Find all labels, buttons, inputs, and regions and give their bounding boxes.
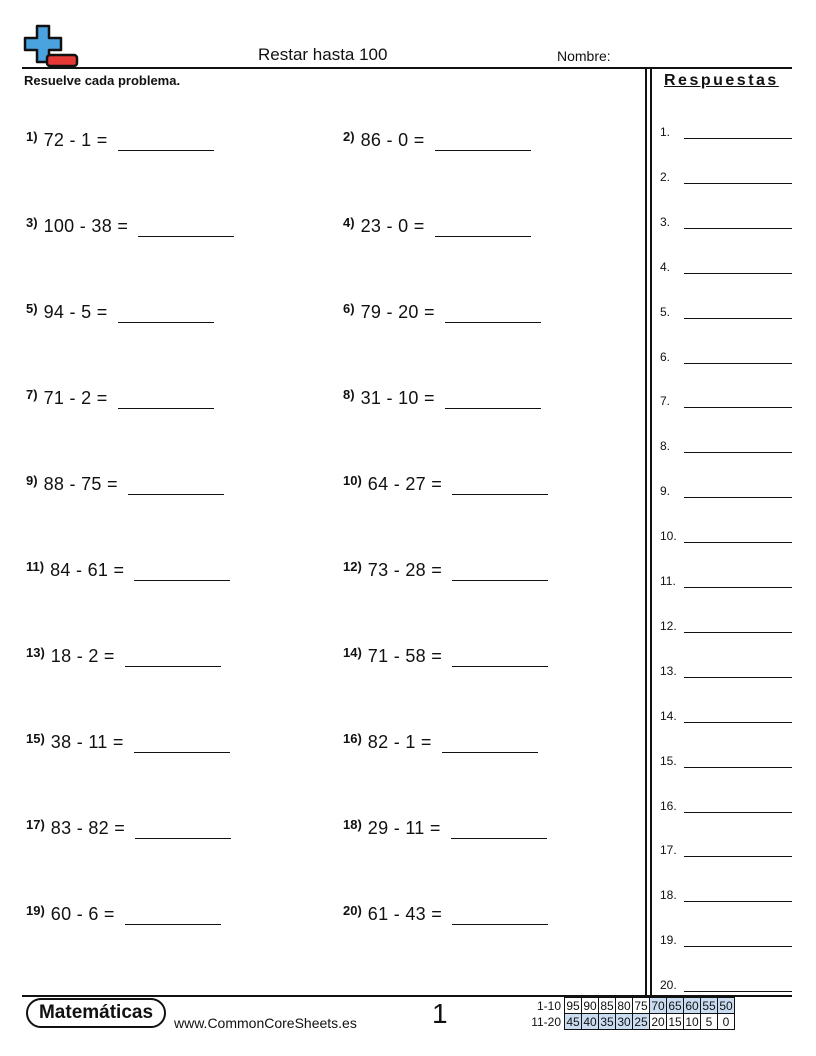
problem-expression: 73 - 28 = — [367, 560, 443, 580]
answer-line-blank[interactable] — [684, 842, 792, 857]
answer-divider-left — [645, 68, 647, 995]
answer-label: 18. — [660, 888, 677, 903]
answer-line-blank[interactable] — [684, 124, 792, 139]
answer-line-18 — [660, 887, 792, 902]
answer-blank[interactable] — [118, 130, 214, 151]
answer-label: 12. — [660, 618, 677, 633]
answer-line-17 — [660, 842, 792, 857]
problem-14 — [343, 646, 548, 667]
answer-blank[interactable] — [118, 388, 214, 409]
answer-line-6 — [660, 349, 792, 364]
problem-number: 3) — [26, 215, 38, 230]
problem-expression: 100 - 38 = — [43, 216, 129, 236]
answer-line-blank[interactable] — [684, 393, 792, 408]
answer-line-blank[interactable] — [684, 438, 792, 453]
answer-label: 20. — [660, 978, 677, 993]
answer-label: 17. — [660, 843, 677, 858]
problem-number: 18) — [343, 817, 362, 832]
problem-6 — [343, 302, 541, 323]
answer-label: 1. — [660, 125, 671, 139]
problem-expression: 94 - 5 = — [43, 302, 108, 322]
answer-line-8 — [660, 438, 792, 453]
score-cell: 40 — [583, 1014, 597, 1029]
score-cell: 80 — [617, 998, 631, 1013]
score-row-label: 1-10 — [536, 998, 561, 1013]
brand-badge — [26, 998, 166, 1028]
answer-line-blank[interactable] — [684, 573, 792, 588]
answer-line-blank[interactable] — [684, 887, 792, 902]
problem-13 — [26, 646, 221, 667]
score-cell: 20 — [651, 1014, 665, 1029]
problem-expression: 31 - 10 = — [360, 388, 435, 408]
score-cell: 95 — [566, 998, 580, 1013]
problem-expression: 82 - 1 = — [367, 732, 432, 752]
score-cell: 15 — [668, 1014, 682, 1029]
answer-line-blank[interactable] — [684, 663, 792, 678]
problem-11 — [26, 560, 230, 581]
website-url: www.CommonCoreSheets.es — [174, 1015, 357, 1031]
answer-line-5 — [660, 304, 792, 319]
answer-label: 4. — [660, 259, 671, 274]
problem-expression: 61 - 43 = — [367, 904, 443, 924]
answer-line-13 — [660, 663, 792, 678]
problem-number: 5) — [26, 301, 38, 316]
problem-3 — [26, 216, 234, 237]
problem-number: 11) — [26, 559, 45, 574]
answer-line-blank[interactable] — [684, 483, 792, 498]
answer-line-12 — [660, 618, 792, 633]
answer-line-14 — [660, 708, 792, 723]
answer-line-2 — [660, 169, 792, 184]
answer-line-10 — [660, 528, 792, 543]
answer-line-blank[interactable] — [684, 349, 792, 364]
answer-label: 15. — [660, 753, 677, 768]
problem-number: 1) — [26, 129, 38, 144]
problem-expression: 86 - 0 = — [360, 130, 425, 150]
problem-expression: 29 - 11 = — [367, 818, 441, 838]
problem-expression: 23 - 0 = — [360, 216, 425, 236]
score-cell: 65 — [668, 998, 682, 1013]
answer-blank[interactable] — [134, 732, 230, 753]
score-cell: 35 — [600, 1014, 614, 1029]
score-cell: 45 — [566, 1014, 580, 1029]
score-cell: 5 — [701, 1014, 718, 1030]
answer-line-blank[interactable] — [684, 169, 792, 184]
score-cell: 10 — [685, 1014, 699, 1029]
problem-2 — [343, 130, 531, 151]
problem-16 — [343, 732, 538, 753]
instructions: Resuelve cada problema. — [24, 73, 181, 88]
answer-line-blank[interactable] — [684, 977, 792, 992]
problem-number: 7) — [26, 387, 38, 402]
score-cell: 85 — [600, 998, 614, 1013]
answer-blank[interactable] — [451, 818, 547, 839]
plus-minus-logo-icon — [22, 24, 80, 68]
problem-number: 6) — [343, 301, 355, 316]
answer-label: 5. — [660, 304, 671, 319]
problem-number: 9) — [26, 473, 38, 488]
score-cell: 70 — [651, 998, 665, 1013]
problem-number: 2) — [343, 129, 355, 144]
answer-label: 11. — [660, 574, 676, 588]
score-cell: 60 — [685, 998, 699, 1013]
problem-number: 12) — [343, 559, 362, 574]
problem-number: 20) — [343, 903, 362, 918]
score-cell: 90 — [583, 998, 597, 1013]
answer-blank[interactable] — [118, 302, 214, 323]
answer-label: 13. — [660, 663, 677, 678]
score-table — [527, 997, 735, 1030]
answer-line-7 — [660, 393, 792, 408]
answer-line-blank[interactable] — [684, 932, 792, 947]
problem-number: 16) — [343, 731, 362, 746]
answer-label: 3. — [660, 214, 671, 229]
problem-12 — [343, 560, 548, 581]
score-cell: 30 — [617, 1014, 631, 1029]
answer-line-blank[interactable] — [684, 708, 792, 723]
score-row — [527, 1014, 735, 1030]
problem-19 — [26, 904, 221, 925]
score-cell: 50 — [719, 998, 733, 1013]
problem-number: 13) — [26, 645, 45, 660]
problem-number: 10) — [343, 473, 362, 488]
problem-expression: 83 - 82 = — [50, 818, 126, 838]
problem-4 — [343, 216, 531, 237]
answer-line-blank[interactable] — [684, 214, 792, 229]
answer-blank[interactable] — [125, 646, 221, 667]
problem-number: 4) — [343, 215, 355, 230]
problem-expression: 60 - 6 = — [50, 904, 115, 924]
name-label: Nombre: — [557, 48, 611, 64]
answer-line-blank[interactable] — [684, 618, 792, 633]
answer-label: 9. — [660, 484, 671, 499]
page-number: 1 — [432, 998, 448, 1029]
answer-label: 16. — [660, 798, 677, 813]
answer-label: 7. — [660, 394, 671, 409]
problem-expression: 88 - 75 = — [43, 474, 118, 494]
answer-line-19 — [660, 932, 792, 947]
answer-blank[interactable] — [435, 216, 531, 237]
answer-divider-right — [650, 68, 652, 995]
answer-line-4 — [660, 259, 792, 274]
answer-label: 2. — [660, 169, 671, 184]
answer-blank[interactable] — [135, 818, 231, 839]
answer-blank[interactable] — [138, 216, 234, 237]
answer-blank[interactable] — [134, 560, 230, 581]
problem-10 — [343, 474, 548, 495]
answer-line-blank[interactable] — [684, 753, 792, 768]
answer-label: 10. — [660, 529, 677, 544]
answer-blank[interactable] — [452, 904, 548, 925]
answer-blank[interactable] — [128, 474, 224, 495]
problem-9 — [26, 474, 224, 495]
problem-number: 17) — [26, 817, 45, 832]
answer-blank[interactable] — [442, 732, 538, 753]
answer-label: 19. — [660, 933, 677, 948]
answer-blank[interactable] — [445, 388, 541, 409]
answer-blank[interactable] — [125, 904, 221, 925]
problem-18 — [343, 818, 547, 839]
problem-number: 14) — [343, 645, 362, 660]
problem-8 — [343, 388, 541, 409]
problem-expression: 38 - 11 = — [50, 732, 124, 752]
score-row — [527, 998, 735, 1014]
answer-line-1 — [660, 124, 792, 139]
answer-label: 8. — [660, 439, 671, 454]
answer-line-blank[interactable] — [684, 528, 792, 543]
problem-expression: 71 - 58 = — [367, 646, 443, 666]
answer-blank[interactable] — [452, 474, 548, 495]
problem-7 — [26, 388, 214, 409]
brand-label: Matemáticas — [38, 1002, 154, 1023]
problem-15 — [26, 732, 230, 753]
problem-expression: 79 - 20 = — [360, 302, 435, 322]
problem-expression: 64 - 27 = — [367, 474, 443, 494]
score-cell: 25 — [634, 1014, 648, 1029]
score-cell: 0 — [718, 1014, 735, 1030]
score-cell: 55 — [702, 998, 716, 1013]
answer-line-11 — [660, 573, 792, 588]
answer-label: 6. — [660, 349, 671, 364]
problem-number: 15) — [26, 731, 45, 746]
problem-expression: 72 - 1 = — [43, 130, 108, 150]
worksheet-title: Restar hasta 100 — [258, 45, 388, 64]
answer-line-15 — [660, 753, 792, 768]
answer-blank[interactable] — [452, 560, 548, 581]
answer-line-9 — [660, 483, 792, 498]
problem-number: 19) — [26, 903, 45, 918]
answers-title: Respuestas — [664, 72, 779, 89]
problem-17 — [26, 818, 231, 839]
problem-expression: 18 - 2 = — [50, 646, 115, 666]
answer-line-16 — [660, 798, 792, 813]
answer-blank[interactable] — [452, 646, 548, 667]
score-row-label: 11-20 — [531, 1014, 561, 1029]
problem-expression: 84 - 61 = — [50, 560, 125, 580]
answer-blank[interactable] — [435, 130, 531, 151]
problem-1 — [26, 130, 214, 151]
answer-line-blank[interactable] — [684, 304, 792, 319]
answer-blank[interactable] — [445, 302, 541, 323]
answer-line-blank[interactable] — [684, 259, 792, 274]
answer-label: 14. — [660, 708, 677, 723]
answer-line-blank[interactable] — [684, 798, 792, 813]
header-rule — [22, 67, 792, 69]
answer-line-20 — [660, 977, 792, 992]
problem-expression: 71 - 2 = — [43, 388, 108, 408]
problem-number: 8) — [343, 387, 355, 402]
problem-20 — [343, 904, 548, 925]
problem-5 — [26, 302, 214, 323]
answer-line-3 — [660, 214, 792, 229]
score-cell: 75 — [634, 998, 648, 1013]
